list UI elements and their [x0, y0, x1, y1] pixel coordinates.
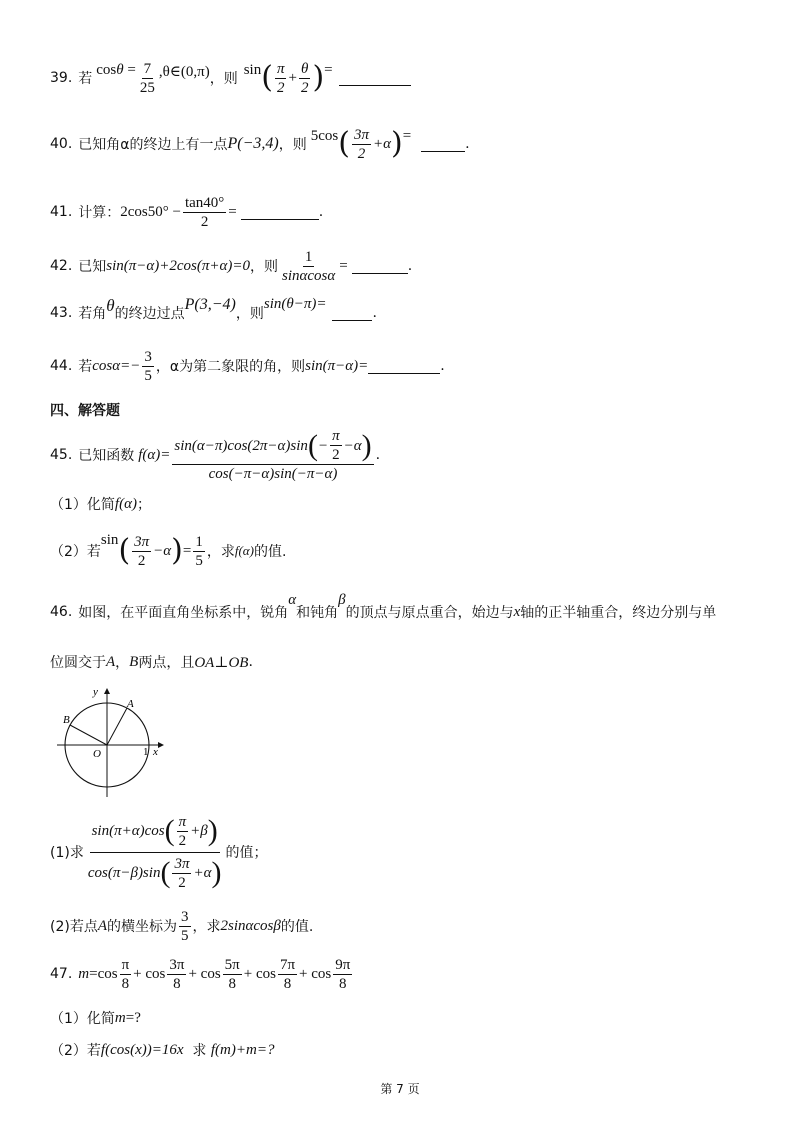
period: .	[318, 204, 324, 220]
answer-blank[interactable]	[241, 205, 319, 220]
fraction: $\frac{9\pi}{8}$	[335, 956, 351, 992]
math-expression: sin(π−α)=	[305, 357, 369, 374]
period: .	[440, 358, 445, 374]
math-m: m	[114, 1009, 126, 1026]
answer-blank[interactable]	[332, 306, 372, 321]
q45-part-2	[50, 530, 286, 572]
part-text: 的值.	[280, 919, 314, 935]
fraction: $\frac{3\pi}{2}$	[353, 126, 369, 162]
question-text: ，α为第二象限的角，则	[155, 359, 306, 375]
math-equals: =	[324, 62, 333, 78]
period: .	[372, 305, 377, 321]
fraction: $\frac{5\pi}{8}$	[224, 956, 240, 992]
question-40	[50, 124, 470, 164]
question-text: 两点，且	[138, 655, 195, 671]
label-b: B	[63, 714, 70, 726]
question-47	[50, 954, 354, 994]
question-number: 40.	[50, 136, 73, 152]
math-expression: 2sinαcosβ	[220, 917, 281, 934]
math-expression: sin(θ−π)=	[263, 296, 327, 312]
fraction: $\frac{1}{\sin\alpha\cos\alpha}$	[282, 248, 336, 284]
part-label: (2)若点	[50, 919, 98, 935]
math-cos: 5cos	[310, 128, 339, 144]
question-42	[50, 246, 412, 286]
part-text: ，求	[206, 544, 235, 560]
math-point: P(−3,4)	[227, 135, 279, 152]
label-one: 1	[143, 746, 149, 758]
math-term: =cos	[89, 965, 118, 982]
question-46-line-2	[50, 652, 253, 672]
part-label: （1）化简	[50, 1011, 115, 1027]
answer-blank[interactable]	[421, 137, 465, 152]
label-x: x	[153, 746, 158, 758]
math-condition: ,θ∈(0,π)	[158, 64, 210, 80]
question-text: 计算：	[78, 205, 121, 221]
comma: ，	[115, 655, 130, 671]
math-term: + cos	[188, 965, 221, 982]
question-text: 已知角α的终边上有一点	[78, 137, 228, 153]
question-41	[50, 192, 323, 232]
fraction: $\frac{3}{5}$	[144, 348, 152, 384]
q47-part-2	[50, 1040, 274, 1060]
math-equals: =	[228, 203, 237, 220]
math-perpendicular: OA⊥OB	[194, 654, 249, 671]
paren-left: (	[261, 60, 273, 95]
fraction: sin(π+α)cos ( $\frac{\pi}{2}$ +β ) cos(π−β)sin ( $\frac{3\pi}{2}$ +α )	[87, 813, 222, 891]
question-39	[50, 58, 411, 98]
part-text: =?	[125, 1009, 141, 1026]
question-text: 的终边过点	[114, 306, 185, 322]
part-label: （2）若	[50, 1043, 101, 1059]
paren-right: )	[312, 60, 325, 95]
q46-part-2	[50, 906, 313, 946]
fraction: $\frac{7\pi}{8}$	[279, 956, 296, 992]
page-number: 第 7 页	[380, 1082, 420, 1096]
q47-part-1	[50, 1008, 141, 1028]
question-number: 44.	[50, 358, 73, 374]
period: .	[248, 654, 253, 670]
math-point-b: B	[129, 653, 139, 670]
question-text: 位圆交于	[50, 655, 106, 671]
fraction: $\frac{\pi}{2}$	[276, 60, 285, 96]
math-expression: f(α)	[114, 495, 137, 512]
part-text: 的值；	[225, 845, 268, 861]
fraction: $\frac{7}{25}$	[139, 60, 155, 96]
fraction: $\frac{\pi}{8}$	[121, 956, 130, 992]
question-number: 42.	[50, 258, 73, 274]
paren-left: (	[338, 126, 350, 161]
question-text: 轴的正半轴重合，终边分别与单	[520, 605, 717, 621]
question-text: 的顶点与原点重合，始边与	[345, 605, 514, 621]
question-text: 和钝角	[296, 605, 339, 621]
question-text: 已知	[78, 259, 107, 275]
math-function: f(α)=	[138, 446, 171, 463]
answer-blank[interactable]	[352, 259, 408, 274]
fraction: $\frac{1}{5}$	[195, 533, 203, 569]
math-point: P(3,−4)	[184, 296, 236, 313]
part-label: (1)求	[50, 845, 84, 861]
math-x: x	[513, 603, 521, 620]
period: .	[465, 136, 470, 152]
fraction: $\frac{3}{5}$	[181, 908, 189, 944]
part-text: 的值.	[253, 544, 287, 560]
part-text: 求	[183, 1043, 211, 1059]
label-y: y	[93, 686, 98, 698]
unit-circle-figure	[55, 685, 170, 800]
math-expression: sin(π−α)+2cos(π+α)=0	[106, 257, 251, 274]
math-alpha: α	[288, 592, 297, 608]
label-a: A	[127, 698, 134, 710]
ray-oa	[107, 708, 127, 745]
question-43	[50, 296, 377, 330]
paren-right: )	[171, 533, 183, 568]
part-label: （2）若	[50, 544, 101, 560]
math-term: −α	[153, 542, 172, 559]
question-number: 46.	[50, 604, 73, 620]
question-text: 如图，在平面直角坐标系中，锐角	[78, 605, 289, 621]
period: .	[375, 447, 381, 463]
math-expression: 2cos50° −	[120, 203, 181, 220]
math-point-a: A	[97, 917, 108, 934]
part-text: ，求	[192, 919, 221, 935]
ray-ob	[70, 725, 107, 745]
math-sin: sin	[100, 532, 119, 548]
answer-blank[interactable]	[339, 71, 411, 86]
fraction: $\frac{\theta}{2}$	[300, 60, 309, 96]
math-term: +α	[372, 135, 391, 152]
math-cos: cosθ =	[96, 62, 136, 78]
section-heading: 四、解答题	[50, 403, 120, 419]
part-text: ；	[136, 497, 151, 513]
math-expression: f(cos(x))=16x	[100, 1041, 184, 1058]
math-expression: f(α)	[234, 543, 254, 558]
period: .	[407, 258, 413, 274]
math-beta: β	[338, 592, 346, 608]
math-sin: sin	[243, 62, 262, 78]
math-expression: f(m)+m=?	[210, 1041, 275, 1058]
question-number: 39.	[50, 70, 73, 86]
math-m: m	[78, 965, 90, 982]
paren-right: )	[390, 126, 403, 161]
fraction: $\frac{3\pi}{2}$	[134, 533, 150, 569]
question-text: ，则	[250, 259, 279, 275]
math-point-a: A	[106, 653, 116, 670]
label-o: O	[93, 748, 101, 760]
math-term: + cos	[243, 965, 276, 982]
fraction: sin(α−π)cos(2π−α)sin ( − $\frac{\pi}{2}$ −α ) cos(−π−α)sin(−π−α)	[174, 428, 372, 482]
math-equals: =	[182, 542, 192, 559]
math-equals: =	[339, 257, 348, 274]
answer-blank[interactable]	[368, 359, 440, 374]
question-45	[50, 426, 380, 484]
question-text: ，则	[235, 306, 264, 322]
math-term: + cos	[133, 965, 166, 982]
question-46	[50, 592, 717, 626]
question-number: 45.	[50, 447, 73, 463]
math-term: + cos	[299, 965, 332, 982]
question-text: 若	[78, 71, 93, 87]
paren-left: (	[118, 533, 131, 568]
math-plus: +	[288, 69, 297, 86]
question-text: ，则	[278, 137, 307, 153]
question-number: 43.	[50, 305, 73, 321]
question-number: 41.	[50, 204, 73, 220]
question-number: 47.	[50, 966, 73, 982]
question-44	[50, 346, 445, 386]
q45-part-1	[50, 494, 151, 514]
question-text: 若	[78, 359, 93, 375]
part-label: （1）化简	[50, 497, 115, 513]
question-text: ，则	[209, 71, 238, 87]
question-text: 若角	[78, 306, 107, 322]
fraction: $\frac{3\pi}{8}$	[169, 956, 185, 992]
math-equals: =	[402, 128, 412, 144]
fraction: $\frac{\tan 40^\circ}{2}$	[184, 194, 225, 230]
math-theta: θ	[106, 296, 115, 315]
question-text: 已知函数	[78, 448, 135, 464]
q46-part-1	[50, 812, 267, 892]
part-text: 的横坐标为	[107, 919, 178, 935]
math-expression: cosα=−	[92, 357, 141, 374]
